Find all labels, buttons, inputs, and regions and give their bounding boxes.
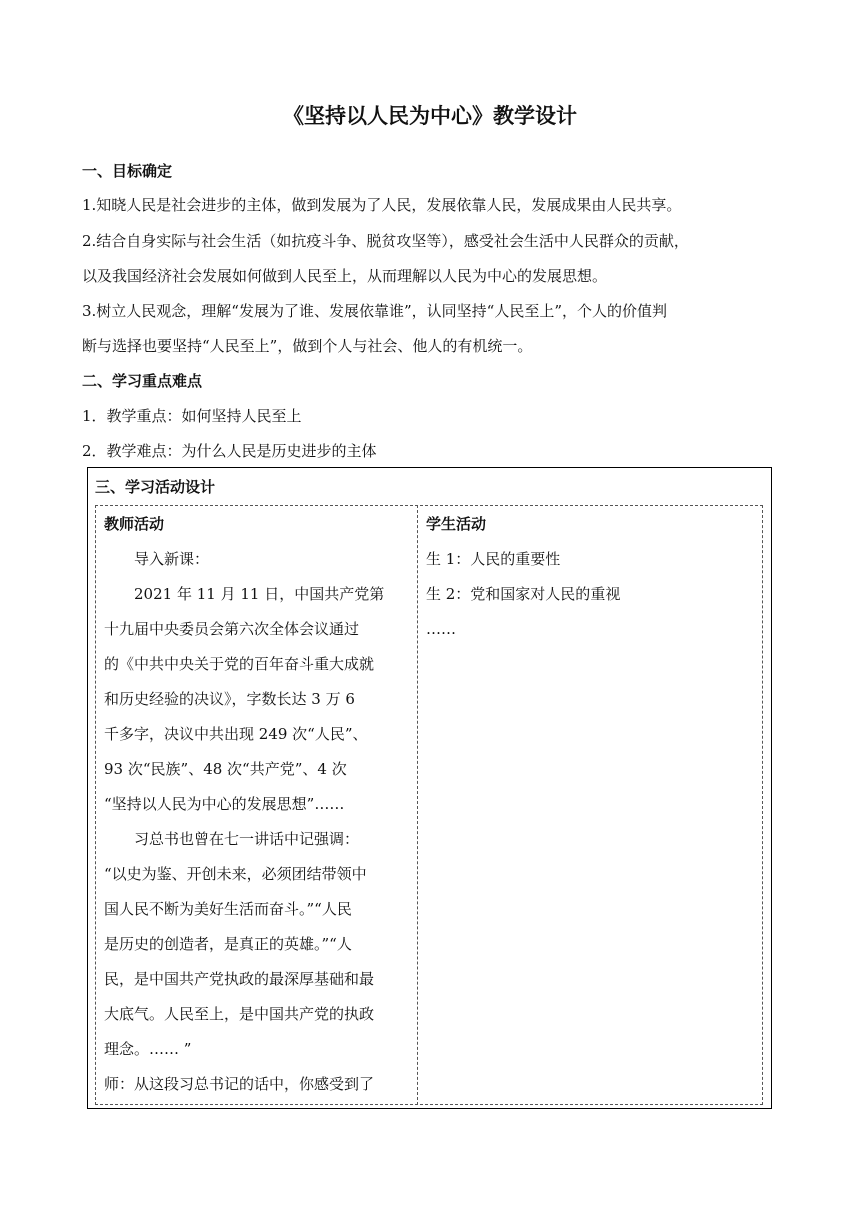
- student-column-heading: 学生活动: [426, 515, 487, 533]
- student-line: 生 1：人民的重要性: [426, 550, 561, 568]
- teacher-line: 是历史的创造者，是真正的英雄。”“人: [104, 935, 352, 953]
- teacher-line: 和历史经验的决议》，字数长达 3 万 6: [104, 690, 355, 708]
- teacher-line: 十九届中央委员会第六次全体会议通过: [104, 620, 360, 638]
- teacher-line: 师：从这段习总书记的话中，你感受到了: [104, 1075, 375, 1093]
- student-line: 生 2：党和国家对人民的重视: [426, 585, 621, 603]
- teacher-line: “以史为鉴、开创未来，必须团结带领中: [104, 865, 367, 883]
- section-1-heading: 一、目标确定: [82, 162, 173, 180]
- teacher-column-heading: 教师活动: [104, 515, 165, 533]
- teacher-line: 习总书也曾在七一讲话中记强调：: [104, 830, 360, 848]
- difficulty-line: 2．教学难点：为什么人民是历史进步的主体: [82, 442, 377, 460]
- goal-line-1: 1.知晓人民是社会进步的主体，做到发展为了人民，发展依靠人民，发展成果由人民共享。: [82, 196, 682, 214]
- teacher-line: 国人民不断为美好生活而奋斗。”“人民: [104, 900, 352, 918]
- section-2-heading: 二、学习重点难点: [82, 372, 203, 390]
- teacher-line: 2021 年 11 月 11 日，中国共产党第: [104, 585, 385, 603]
- teacher-line: “坚持以人民为中心的发展思想”……: [104, 795, 345, 813]
- teacher-line: 的《中共中央关于党的百年奋斗重大成就: [104, 655, 375, 673]
- teacher-line: 93 次“民族”、48 次“共产党”、4 次: [104, 760, 347, 778]
- document-title: 《坚持以人民为中心》教学设计: [283, 104, 577, 128]
- teacher-line: 理念。…… ”: [104, 1040, 192, 1058]
- goal-line-4: 3.树立人民观念，理解“发展为了谁、发展依靠谁”，认同坚持“人民至上”，个人的价值判: [82, 302, 667, 320]
- student-line: ……: [426, 620, 456, 638]
- goal-line-3: 以及我国经济社会发展如何做到人民至上，从而理解以人民为中心的发展思想。: [82, 267, 608, 285]
- teacher-line: 大底气。人民至上，是中国共产党的执政: [104, 1005, 375, 1023]
- goal-line-2: 2.结合自身实际与社会生活（如抗疫斗争、脱贫攻坚等），感受社会生活中人民群众的贡献，: [82, 232, 689, 250]
- column-divider: [417, 505, 418, 1105]
- goal-line-5: 断与选择也要坚持“人民至上”，做到个人与社会、他人的有机统一。: [82, 337, 533, 355]
- teacher-line: 千多字，决议中共出现 249 次“人民”、: [104, 725, 368, 743]
- teacher-line: 民，是中国共产党执政的最深厚基础和最: [104, 970, 375, 988]
- key-point-line: 1．教学重点：如何坚持人民至上: [82, 407, 302, 425]
- section-3-heading: 三、学习活动设计: [95, 478, 216, 496]
- teacher-line: 导入新课：: [104, 550, 210, 568]
